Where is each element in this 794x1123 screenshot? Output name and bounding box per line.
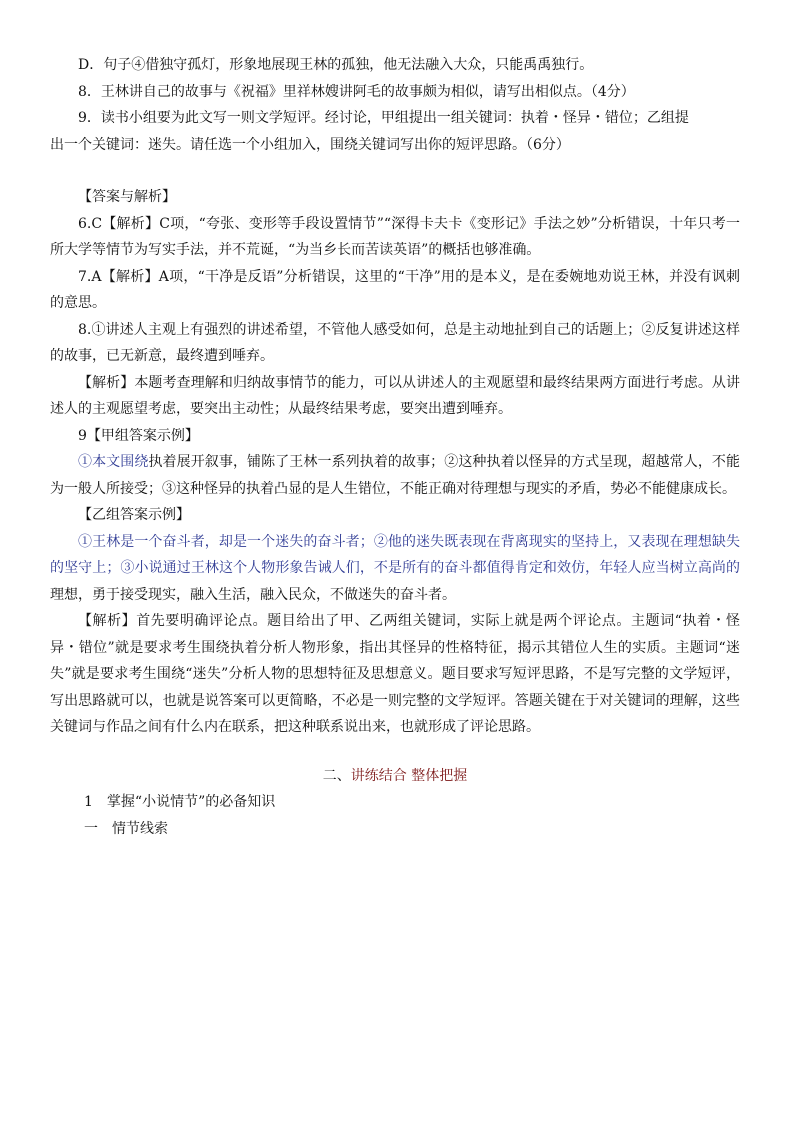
answer-9-jia-text: 执着展开叙事，铺陈了王林一系列执着的故事；②这种执着以怪异的方式呈现，超越常人，不能为一般人所接受；③这种怪异的执着凸显的是人生错位，不能正确对待理想与现实的矛盾，势必不能健康成长。 (50, 454, 741, 497)
section-title-prefix: 二、 (322, 767, 351, 784)
section-item-2: 一 情节线索 (84, 820, 168, 837)
section-title-main: 讲练结合 整体把握 (350, 767, 468, 784)
answer-9-jia-heading: 9【甲组答案示例】 (78, 427, 199, 444)
answer-9-analysis: 【解析】首先要明确评论点。题目给出了甲、乙两组关键词，实际上就是两个评论点。主题词“执着・怪异・错位”就是要求考生围绕执着分析人物形象，指出其怪异的性格特征，揭示其错位人生的实质。主题词“迷失”就是要求考生围绕“迷失”分析人物的思想特征及思想意义。题目要求写短评思路，不是写完整的文学短评，写出思路就可以，也就是说答案可以更简略，不必是一则完整的文学短评。答题关键在于对关键词的理解，这些关键词与作品之间有什么内在联系，把这种联系说出来，也就形成了评论思路。 (50, 613, 740, 735)
document-page (50, 52, 740, 842)
answer-8: 8.①讲述人主观上有强烈的讲述希望，不管他人感受如何，总是主动地扯到自己的话题上；②反复讲述这样的故事，已无新意，最终遭到唾弃。 (50, 321, 740, 364)
answer-9-yi-heading: 【乙组答案示例】 (78, 507, 190, 523)
answers-header: 【答案与解析】 (78, 189, 176, 205)
answer-9-yi-text: 理想，勇于接受现实，融入生活，融入民众，不做迷失的奋斗者。 (50, 586, 456, 603)
section-title (50, 763, 740, 790)
question-9-line-1: 9．读书小组要为此文写一则文学短评。经讨论，甲组提出一组关键词：执着・怪异・错位；乙组提 (78, 110, 689, 126)
answer-7: 7.A【解析】A项，“干净是反语”分析错误，这里的“干净”用的是本义，是在委婉地劝说王林，并没有讽刺的意思。 (50, 268, 740, 311)
answer-9-jia-lead: ①本文围绕 (78, 454, 149, 470)
question-9-line-2: 出一个关键词：迷失。请任选一个小组加入，围绕关键词写出你的短评思路。（6分） (50, 136, 570, 153)
spacer (50, 158, 740, 184)
section-item-1: 1 掌握“小说情节”的必备知识 (84, 794, 276, 810)
answer-9-yi-example (50, 529, 740, 609)
answer-9-yi-lead: ①王林是一个奋斗者，却是一个迷失的奋斗者；②他的迷失既表现在背离现实的坚持上，又表现在理想缺失的坚守上；③小说通过王林这个人物形象告诫人们，不是所有的奋斗都值得肯定和效仿，年轻人应当树立高尚的 (50, 533, 740, 576)
answer-9-jia-example (50, 449, 740, 502)
question-8: 8．王林讲自己的故事与《祝福》里祥林嫂讲阿毛的故事颇为相似，请写出相似点。（4分） (78, 83, 635, 100)
answer-6: 6.C【解析】C项，“夸张、变形等手段设置情节”“深得卡夫卡《变形记》手法之妙”分析错误，十年只考一所大学等情节为写实手法，并不荒诞，“为当乡长而苦读英语”的概括也够准确。 (50, 215, 740, 258)
answer-8-analysis: 【解析】本题考查理解和归纳故事情节的能力，可以从讲述人的主观愿望和最终结果两方面进行考虑。从讲述人的主观愿望考虑，要突出主动性；从最终结果考虑，要突出遭到唾弃。 (50, 374, 740, 417)
question-option-d: D．句子④借独守孤灯，形象地展现王林的孤独，他无法融入大众，只能禹禹独行。 (78, 57, 594, 73)
